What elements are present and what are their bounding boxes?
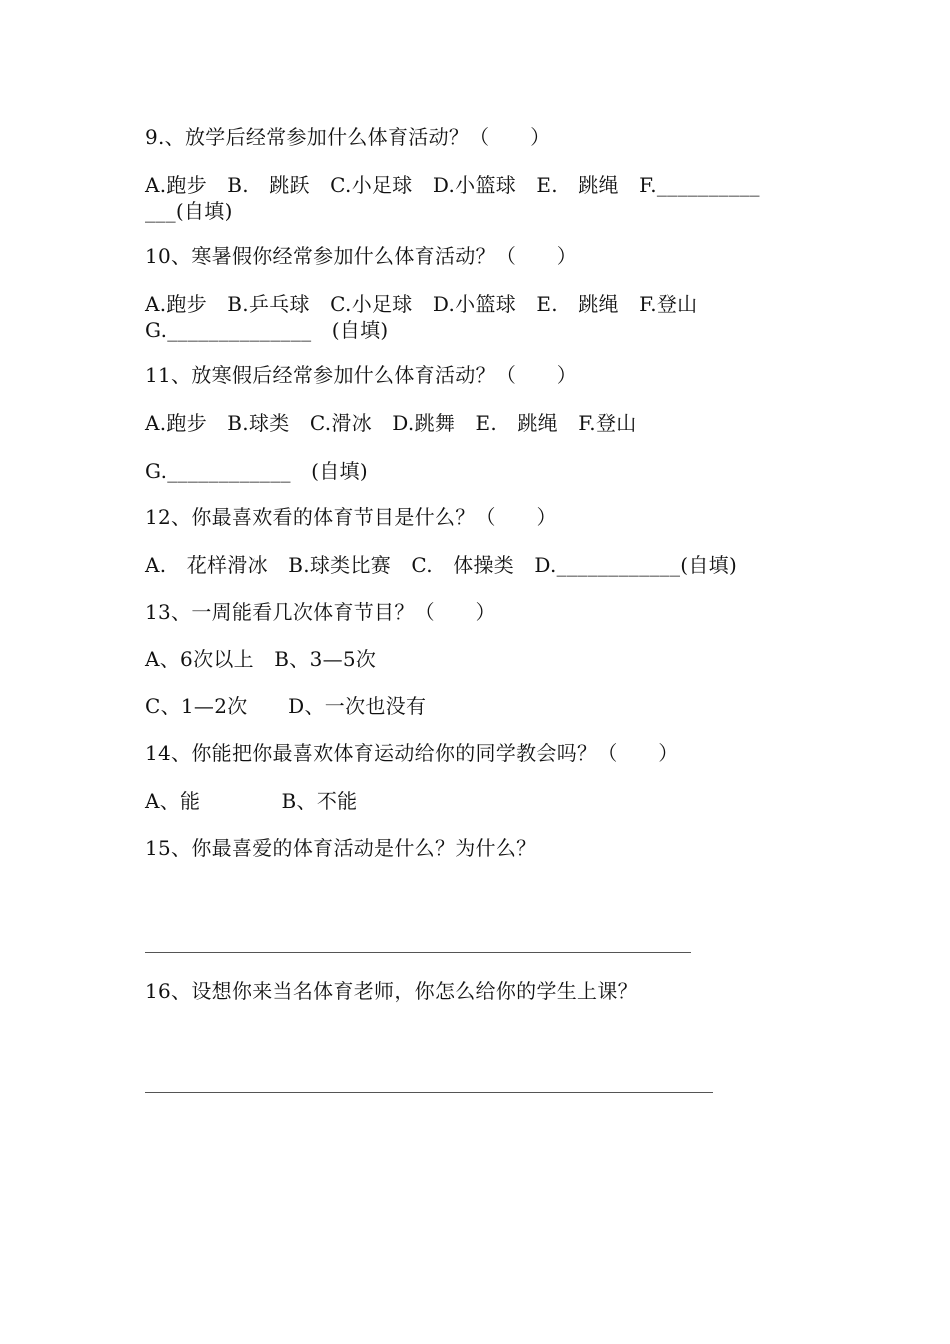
question-13-text: 13、一周能看几次体育节目？（ ） xyxy=(145,600,496,624)
question-12-options: A. 花样滑冰 B.球类比赛 C. 体操类 D.____________(自填) xyxy=(145,553,738,577)
question-11-text: 11、放寒假后经常参加什么体育活动？（ ） xyxy=(145,363,578,387)
question-10-options-cont: G.______________ (自填) xyxy=(145,318,389,342)
question-12-text: 12、你最喜欢看的体育节目是什么？（ ） xyxy=(145,505,557,529)
question-13-options: A、6次以上 B、3—5次 xyxy=(145,647,377,671)
question-9-options: A.跑步 B. 跳跃 C.小足球 D.小篮球 E. 跳绳 F.__________ xyxy=(145,173,760,197)
question-10-options: A.跑步 B.乒乓球 C.小足球 D.小篮球 E. 跳绳 F.登山 xyxy=(145,292,698,316)
question-14-text: 14、你能把你最喜欢体育运动给你的同学教会吗？（ ） xyxy=(145,741,679,765)
question-16-text: 16、设想你来当名体育老师，你怎么给你的学生上课？ xyxy=(145,979,638,1003)
question-14-options: A、能 B、不能 xyxy=(145,789,358,813)
question-10-text: 10、寒暑假你经常参加什么体育活动？（ ） xyxy=(145,244,578,268)
question-16-answer-line[interactable] xyxy=(145,1092,713,1093)
question-13-options-cont: C、1—2次 D、一次也没有 xyxy=(145,694,427,718)
question-15-answer-line[interactable] xyxy=(145,952,691,953)
question-9-options-cont: ___(自填) xyxy=(145,199,233,223)
question-11-options: A.跑步 B.球类 C.滑冰 D.跳舞 E. 跳绳 F.登山 xyxy=(145,411,637,435)
question-15-text: 15、你最喜爱的体育活动是什么？为什么？ xyxy=(145,836,537,860)
question-9-text: 9.、放学后经常参加什么体育活动？（ ） xyxy=(145,125,551,149)
question-11-options-cont: G.____________ (自填) xyxy=(145,459,368,483)
